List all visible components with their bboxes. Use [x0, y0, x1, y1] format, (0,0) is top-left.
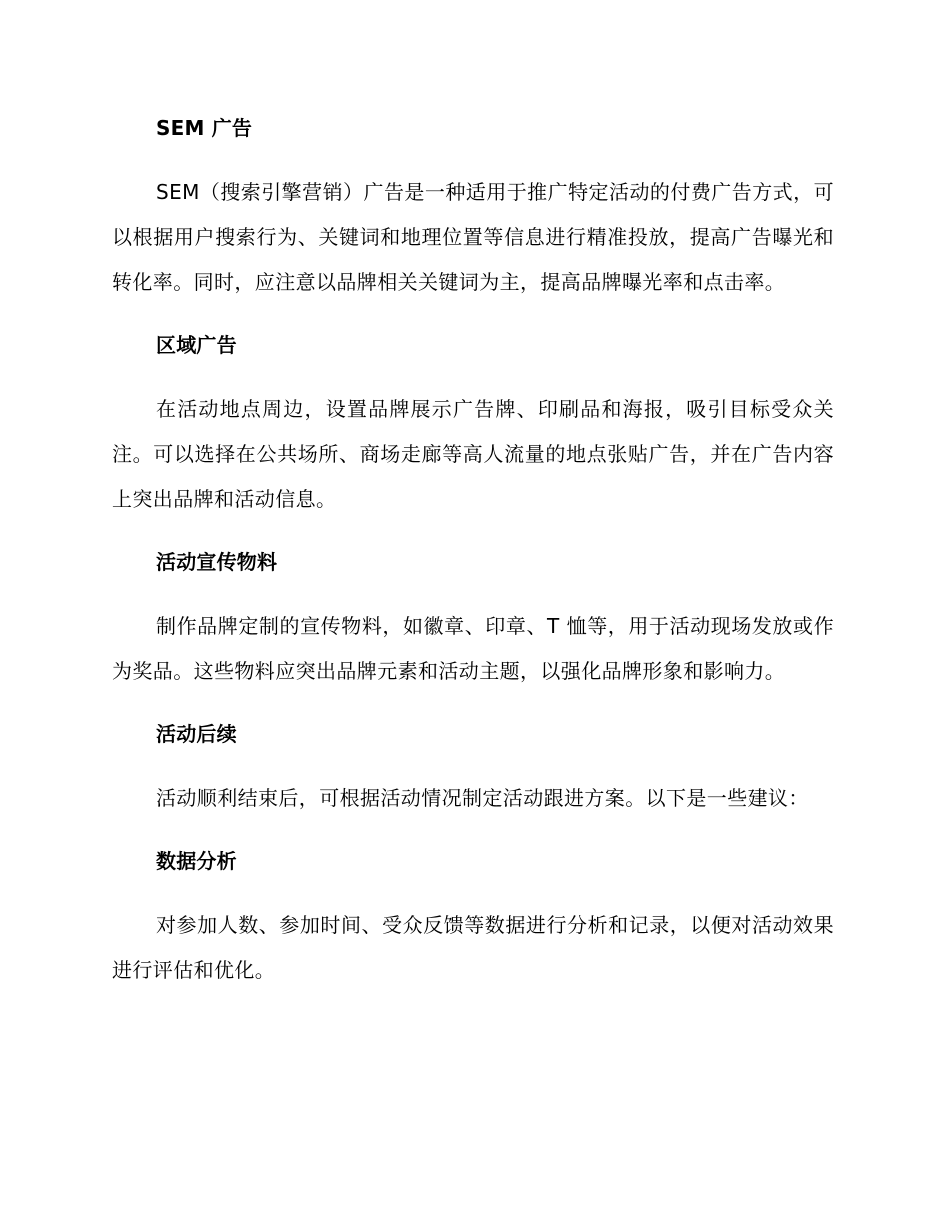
section-sem-ads	[112, 111, 834, 305]
section-data-analysis	[112, 844, 834, 993]
section-regional-ads	[112, 328, 834, 522]
section-follow-up	[112, 717, 834, 821]
section-heading: 数据分析	[156, 849, 237, 873]
section-paragraph: 制作品牌定制的宣传物料，如徽章、印章、T 恤等，用于活动现场发放或作为奖品。这些物料应突出品牌元素和活动主题，以强化品牌形象和影响力。	[112, 614, 834, 683]
section-paragraph: 活动顺利结束后，可根据活动情况制定活动跟进方案。以下是一些建议：	[156, 786, 809, 810]
section-paragraph: SEM（搜索引擎营销）广告是一种适用于推广特定活动的付费广告方式，可以根据用户搜索行为、关键词和地理位置等信息进行精准投放，提高广告曝光和转化率。同时，应注意以品牌相关关键词为主，提高品牌曝光率和点击率。	[112, 180, 834, 294]
section-heading: SEM 广告	[156, 116, 253, 140]
section-paragraph: 在活动地点周边，设置品牌展示广告牌、印刷品和海报，吸引目标受众关注。可以选择在公共场所、商场走廊等高人流量的地点张贴广告，并在广告内容上突出品牌和活动信息。	[112, 397, 834, 511]
document-content	[112, 111, 834, 1016]
section-heading: 活动后续	[156, 722, 237, 746]
section-heading: 区域广告	[156, 333, 237, 357]
section-heading: 活动宣传物料	[156, 550, 278, 574]
section-paragraph: 对参加人数、参加时间、受众反馈等数据进行分析和记录，以便对活动效果进行评估和优化。	[112, 913, 834, 982]
section-promo-materials	[112, 545, 834, 694]
